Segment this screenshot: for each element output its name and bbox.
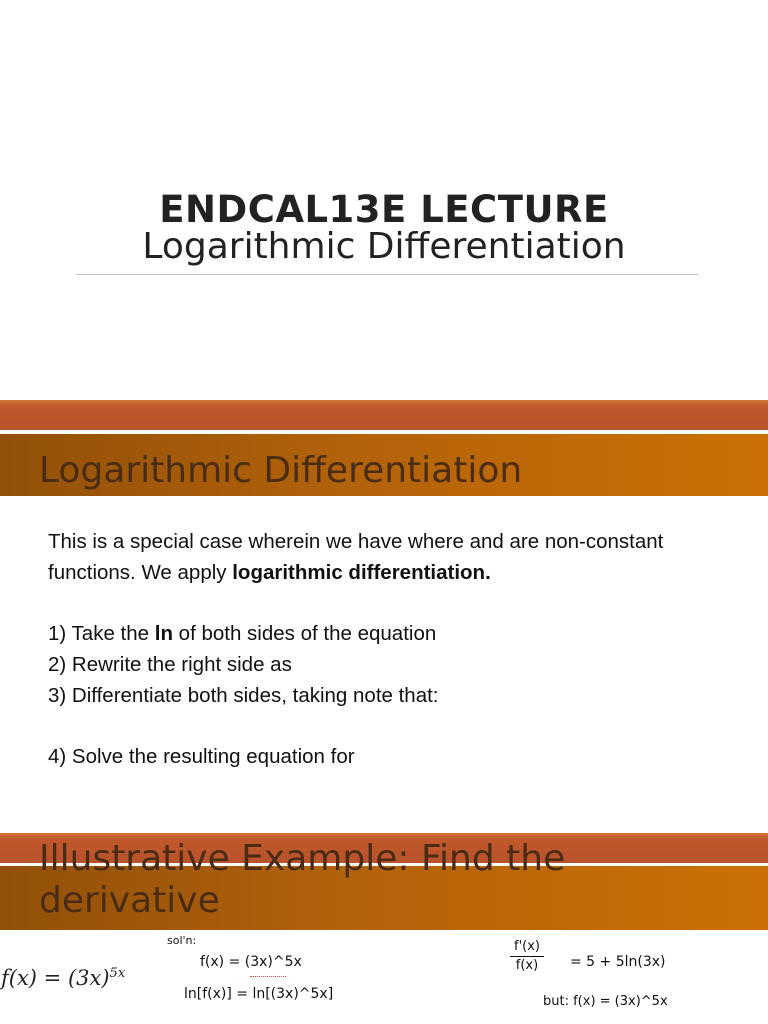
example-slide bbox=[0, 830, 768, 1024]
title-slide bbox=[0, 0, 768, 400]
step-3: 3) Differentiate both sides, taking note that: bbox=[48, 684, 439, 707]
slide-title-band bbox=[0, 434, 768, 496]
example-formula: $f(x) = (3x)^{5x}$ bbox=[1, 966, 126, 990]
handwritten-right-line-1: = 5 + 5ln(3x) bbox=[570, 954, 666, 970]
handwritten-solution-label: sol'n: bbox=[167, 934, 197, 947]
intro-bold: logarithmic differentiation. bbox=[232, 561, 491, 584]
slide-title: Logarithmic Differentiation bbox=[39, 450, 523, 491]
slide-title: Illustrative Example: Find the derivative bbox=[39, 838, 566, 921]
fraction-denominator: f(x) bbox=[515, 958, 539, 973]
handwritten-right-line-2: but: f(x) = (3x)^5x bbox=[543, 994, 668, 1009]
handwritten-fraction bbox=[510, 938, 544, 975]
lecture-title: ENDCAL13E LECTURE bbox=[159, 188, 609, 231]
slide-header-band bbox=[0, 400, 768, 430]
title-divider bbox=[76, 274, 698, 275]
handwritten-line-1: f(x) = (3x)^5x bbox=[200, 954, 302, 970]
intro-text: This is a special case wherein we have where and are non-constant functions. We apply bbox=[48, 530, 664, 584]
intro-paragraph bbox=[48, 526, 728, 588]
step-4: 4) Solve the resulting equation for bbox=[48, 745, 355, 768]
fraction-bar bbox=[510, 956, 544, 957]
lecture-subtitle: Logarithmic Differentiation bbox=[142, 226, 626, 267]
fraction-numerator: f'(x) bbox=[514, 939, 540, 954]
slide-body bbox=[48, 526, 728, 772]
steps-slide bbox=[0, 400, 768, 830]
step-1: 1) Take the ln of both sides of the equation bbox=[48, 622, 437, 645]
step-2: 2) Rewrite the right side as bbox=[48, 653, 292, 676]
handwritten-line-2: ln[f(x)] = ln[(3x)^5x] bbox=[184, 986, 334, 1002]
spellcheck-underline bbox=[250, 976, 286, 977]
slide-title-band bbox=[0, 838, 768, 930]
